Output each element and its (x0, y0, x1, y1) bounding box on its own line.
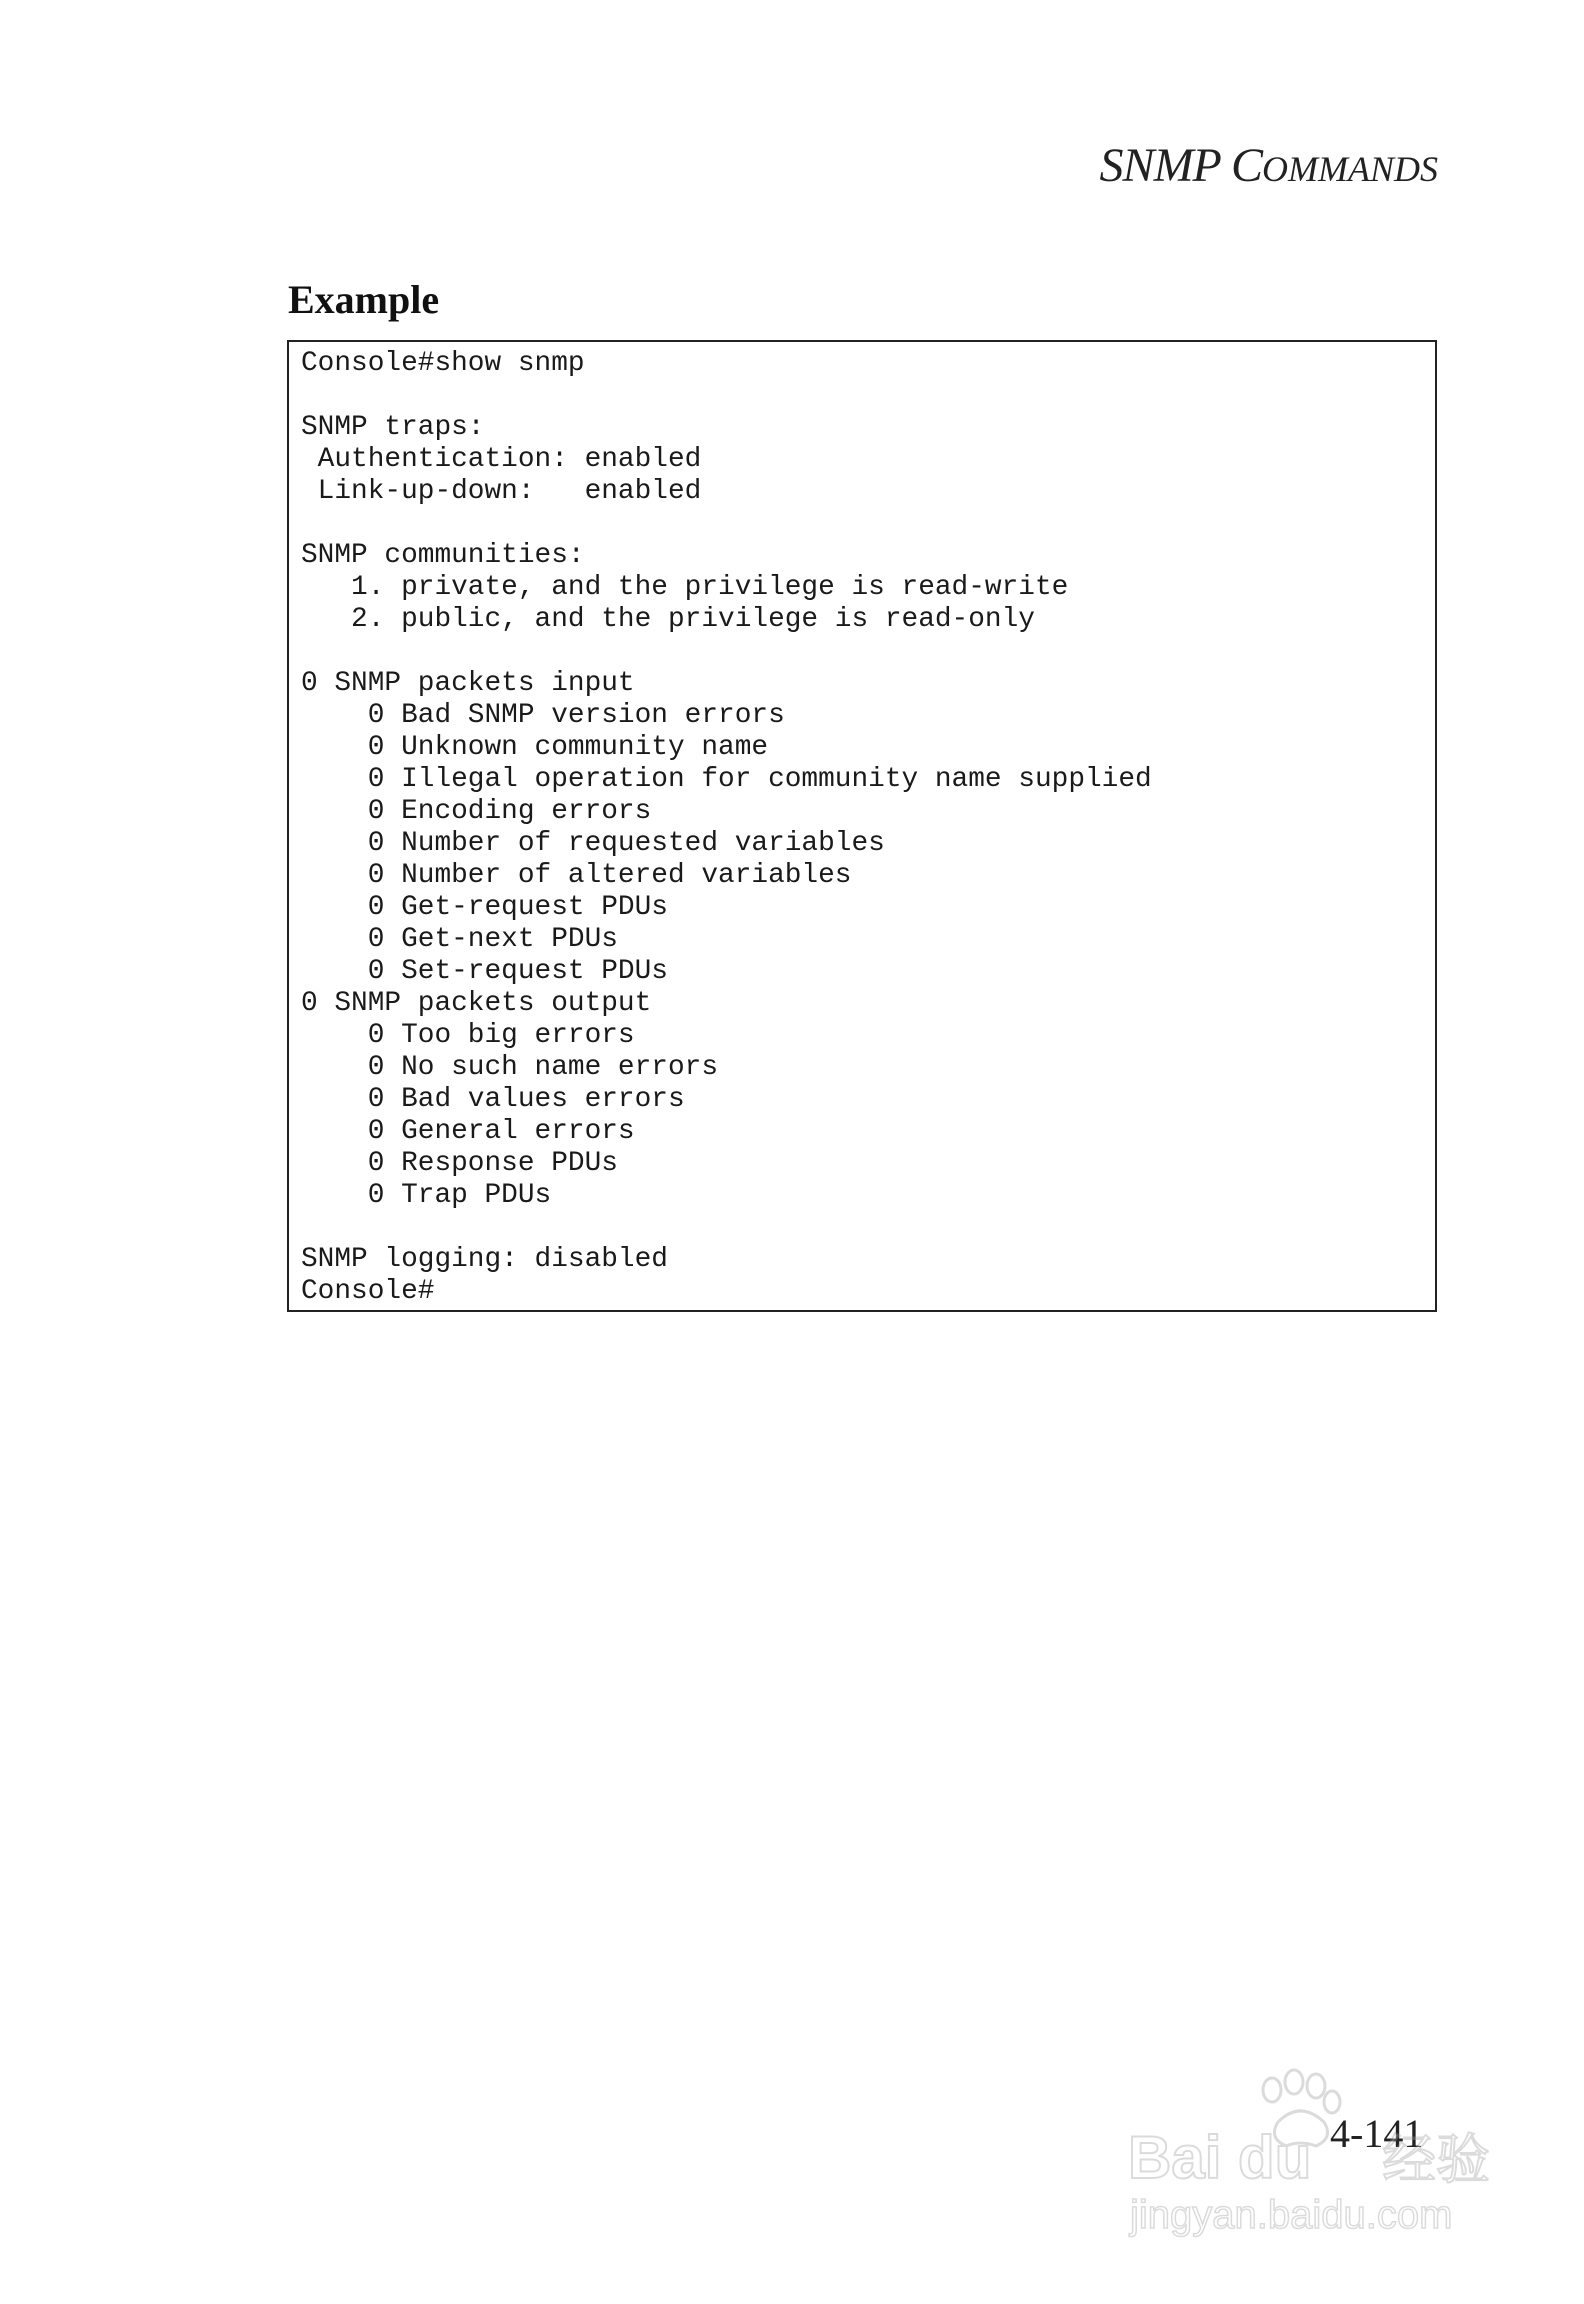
console-line: 0 SNMP packets input (301, 668, 635, 699)
console-line: 0 Encoding errors (301, 796, 652, 827)
console-lines (301, 348, 1152, 1308)
running-header (1100, 138, 1438, 193)
baidu-watermark (1120, 2060, 1500, 2240)
watermark-site-text: jingyan.baidu.com (1130, 2193, 1453, 2237)
console-line: 0 Number of requested variables (301, 828, 885, 859)
running-header-initial: C (1231, 139, 1263, 192)
console-line: SNMP traps: (301, 412, 485, 443)
console-line: 0 No such name errors (301, 1052, 719, 1083)
watermark-cn-text: 经验 (1382, 2128, 1490, 2191)
console-line: 0 Trap PDUs (301, 1180, 552, 1211)
console-line (301, 1212, 1152, 1244)
console-line: SNMP logging: disabled (301, 1244, 668, 1275)
console-line: SNMP communities: (301, 540, 585, 571)
running-header-rest: OMMANDS (1262, 149, 1438, 189)
console-line: 0 Unknown community name (301, 732, 769, 763)
running-header-prefix: SNMP (1099, 139, 1231, 192)
console-output-box (287, 340, 1437, 1312)
console-line: 0 Set-request PDUs (301, 956, 668, 987)
console-line: 0 Number of altered variables (301, 860, 852, 891)
watermark-brand-text: Bai du (1128, 2124, 1312, 2191)
console-line: 0 Response PDUs (301, 1148, 618, 1179)
page-number: 4-141 (1330, 2111, 1424, 2156)
console-line (301, 380, 1152, 412)
console-line: 0 Get-request PDUs (301, 892, 668, 923)
console-line: Console#show snmp (301, 348, 585, 379)
console-line: Authentication: enabled (301, 444, 702, 475)
console-line (301, 508, 1152, 540)
console-line: 2. public, and the privilege is read-only (301, 604, 1035, 635)
console-line (301, 636, 1152, 668)
console-line: 0 Bad SNMP version errors (301, 700, 785, 731)
console-line: 0 General errors (301, 1116, 635, 1147)
console-line: 0 Illegal operation for community name supplied (301, 764, 1152, 795)
console-line: 0 SNMP packets output (301, 988, 652, 1019)
section-heading: Example (288, 277, 440, 322)
console-line: 1. private, and the privilege is read-write (301, 572, 1069, 603)
console-line: 0 Too big errors (301, 1020, 635, 1051)
console-line: Console# (301, 1276, 435, 1307)
console-line: Link-up-down: enabled (301, 476, 702, 507)
console-line: 0 Bad values errors (301, 1084, 685, 1115)
console-line: 0 Get-next PDUs (301, 924, 618, 955)
